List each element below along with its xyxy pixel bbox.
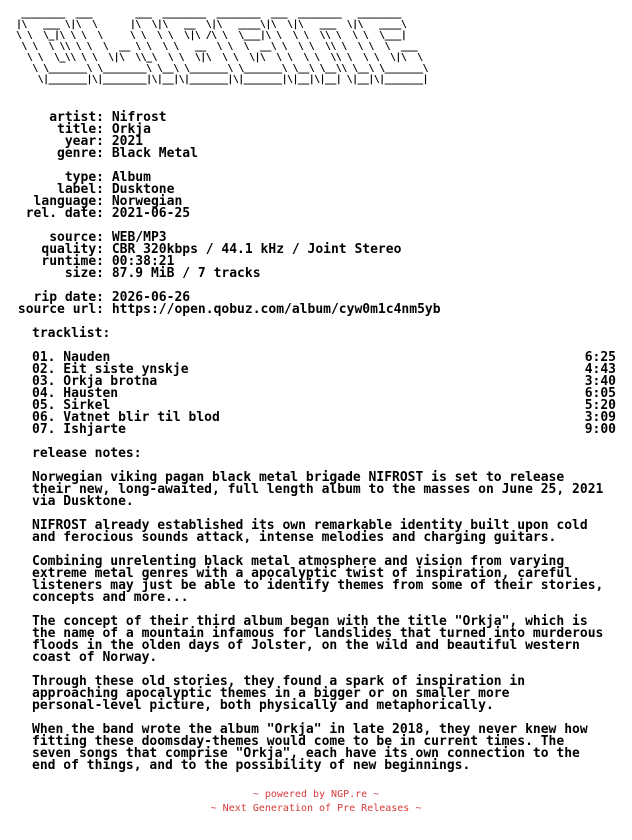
meta-key: quality: <box>41 242 104 257</box>
track-title: 07. Ishjarte <box>32 422 126 437</box>
meta-value: Album <box>111 170 151 185</box>
meta-value: Orkja <box>111 122 151 137</box>
meta-value: 87.9 MiB / 7 tracks <box>111 266 261 281</box>
meta-key: source url: <box>17 302 104 317</box>
track-duration: 6:25 <box>584 350 616 365</box>
meta-group-release <box>16 112 616 160</box>
meta-value: Dusktone <box>111 182 175 197</box>
meta-value: 2021 <box>111 134 144 149</box>
track-title: 06. Vatnet blir til blod <box>32 410 220 425</box>
meta-key: type: <box>64 170 104 185</box>
meta-key: artist: <box>49 110 104 125</box>
footer-powered-by: ~ powered by NGP.re ~ <box>252 789 380 800</box>
notes-paragraph: NIFROST already established its own remarkable identity built upon cold and ferocious sounds attack, intense melodies and charging guitars. <box>32 518 588 545</box>
track-title: 02. Eit siste ynskje <box>32 362 189 377</box>
meta-key: rel. date: <box>25 206 104 221</box>
meta-key: size: <box>64 266 104 281</box>
notes-paragraph: Combining unrelenting black metal atmosphere and vision from varying extreme metal genres with a apocalyptic twist of inspiration, careful listeners may just be able to identify themes from some of their stories, concepts and more... <box>32 554 604 605</box>
meta-key: genre: <box>57 146 104 161</box>
track-title: 01. Nauden <box>32 350 111 365</box>
track-duration: 9:00 <box>584 422 616 437</box>
track-duration: 6:05 <box>584 386 616 401</box>
meta-row <box>16 268 616 280</box>
meta-value: 2021-06-25 <box>111 206 191 221</box>
meta-value: Nifrost <box>111 110 167 125</box>
track-row <box>32 388 616 400</box>
nfo-document <box>16 8 616 772</box>
meta-value: Black Metal <box>111 146 198 161</box>
release-notes-heading: release notes: <box>32 446 142 461</box>
track-row <box>32 376 616 388</box>
footer <box>0 788 632 816</box>
meta-row <box>16 148 616 160</box>
meta-group-label <box>16 172 616 220</box>
meta-key: language: <box>33 194 104 209</box>
meta-group-rip <box>16 292 616 316</box>
meta-value: 00:38:21 <box>111 254 175 269</box>
track-title: 03. Orkja brotna <box>32 374 158 389</box>
notes-paragraph: The concept of their third album began with the title "Orkja", which is the name of a mountain infamous for landslides that turned into murderous floods in the olden days of Jolster, on the wild and beautiful western coast of Norway. <box>32 614 604 665</box>
meta-key: source: <box>49 230 104 245</box>
release-notes <box>16 472 616 772</box>
footer-tagline: ~ Next Generation of Pre Releases ~ <box>210 803 422 814</box>
track-duration: 5:20 <box>584 398 616 413</box>
track-title: 05. Sirkel <box>32 398 111 413</box>
track-row <box>32 424 616 436</box>
meta-value: https://open.qobuz.com/album/cyw0m1c4nm5yb <box>111 302 441 317</box>
meta-key: year: <box>64 134 104 149</box>
meta-key: label: <box>57 182 104 197</box>
meta-key: runtime: <box>41 254 104 269</box>
track-duration: 3:09 <box>584 410 616 425</box>
meta-value: WEB/MP3 <box>111 230 167 245</box>
meta-value: 2026-06-26 <box>111 290 191 305</box>
meta-value: CBR 320kbps / 44.1 kHz / Joint Stereo <box>111 242 402 257</box>
tracklist <box>16 352 616 436</box>
ascii-banner-logo: ________ ___ ___ ________ ________ ___ ________ ________ |\ ___ \|\ \ |\ \|\ __ \|\ ____\|\ \|\ ___ \|\ ____\ \ \ \_|\ \ \ \ \ \ \ \ \|\ /\ \ \___|\ \ \ \ \\ \ \ \ \___| \ \ \ \\ \ \ \ __ \ \ \ \ __ \ \ \ __\ \ \ \ \\ \ \ \ \ ___ \ \ \_\\ \ \ \|\ \\_\ \ \ \|\ \ \ \|\ \ \ \ \ \\ \ \ \ \|\ \ \ \_______\ \________\ \__\ \_______\ \_______\ \__\ \__\\ \__\ \_______\ \|_______|\|________|\|__|\|_______|\|_______|\|__|\|__| \|__|\|_______| <box>16 8 428 85</box>
track-duration: 3:40 <box>584 374 616 389</box>
meta-key: title: <box>57 122 104 137</box>
notes-paragraph: When the band wrote the album "Orkja" in late 2018, they never knew how fitting these doomsday-themes would come to be in current times. The seven songs that comprise "Orkja", each have its own connection to the end of things, and to the possibility of new beginnings. <box>32 722 588 773</box>
meta-value: Norwegian <box>111 194 183 209</box>
meta-row <box>16 304 616 316</box>
track-title: 04. Hausten <box>32 386 119 401</box>
meta-key: rip date: <box>33 290 104 305</box>
tracklist-heading: tracklist: <box>32 326 111 341</box>
notes-paragraph: Through these old stories, they found a spark of inspiration in approaching apocalyptic themes in a bigger or on smaller more personal-level picture, both physically and metaphorically. <box>32 674 526 713</box>
track-duration: 4:43 <box>584 362 616 377</box>
meta-row <box>16 208 616 220</box>
notes-paragraph: Norwegian viking pagan black metal brigade NIFROST is set to release their new, long-awaited, full length album to the masses on June 25, 2021 via Dusktone. <box>32 470 604 509</box>
meta-group-source <box>16 232 616 280</box>
